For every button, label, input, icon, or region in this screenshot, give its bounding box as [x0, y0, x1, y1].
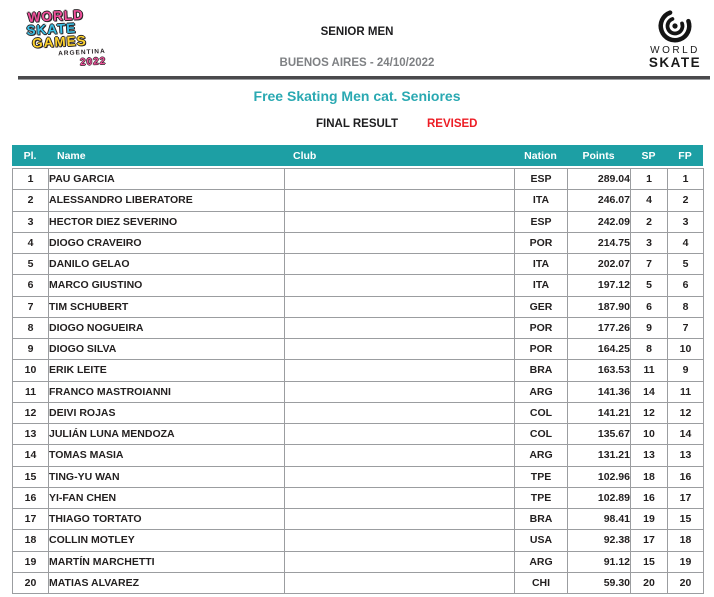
- cell-name: DIOGO NOGUEIRA: [49, 317, 285, 338]
- table-row: [13, 211, 704, 232]
- cell-club: [285, 551, 515, 572]
- cell-pl: 6: [13, 275, 49, 296]
- cell-nation: BRA: [515, 360, 568, 381]
- cell-sp: 20: [631, 572, 668, 593]
- cell-pl: 15: [13, 466, 49, 487]
- cell-club: [285, 275, 515, 296]
- cell-fp: 3: [668, 211, 704, 232]
- cell-pl: 1: [13, 169, 49, 190]
- cell-nation: ESP: [515, 211, 568, 232]
- cell-sp: 9: [631, 317, 668, 338]
- cell-club: [285, 381, 515, 402]
- cell-nation: POR: [515, 232, 568, 253]
- location-date: BUENOS AIRES - 24/10/2022: [279, 57, 435, 69]
- cell-club: [285, 296, 515, 317]
- cell-pl: 10: [13, 360, 49, 381]
- cell-club: [285, 232, 515, 253]
- table-row: [13, 487, 704, 508]
- cell-nation: COL: [515, 402, 568, 423]
- cell-points: 202.07: [568, 254, 631, 275]
- cell-points: 214.75: [568, 232, 631, 253]
- cell-fp: 18: [668, 530, 704, 551]
- cell-pl: 3: [13, 211, 49, 232]
- cell-sp: 17: [631, 530, 668, 551]
- cell-nation: POR: [515, 317, 568, 338]
- cell-nation: ESP: [515, 169, 568, 190]
- cell-club: [285, 509, 515, 530]
- cell-nation: ITA: [515, 254, 568, 275]
- cell-nation: POR: [515, 339, 568, 360]
- cell-fp: 20: [668, 572, 704, 593]
- revised-badge: REVISED: [427, 118, 478, 130]
- cell-fp: 9: [668, 360, 704, 381]
- logo-word-skate: SKATE: [26, 20, 77, 39]
- cell-fp: 7: [668, 317, 704, 338]
- cell-club: [285, 530, 515, 551]
- cell-sp: 4: [631, 190, 668, 211]
- cell-club: [285, 572, 515, 593]
- cell-nation: ARG: [515, 445, 568, 466]
- cell-pl: 8: [13, 317, 49, 338]
- swirl-icon: [657, 8, 693, 44]
- category-title: SENIOR MEN: [320, 26, 394, 38]
- cell-fp: 6: [668, 275, 704, 296]
- cell-club: [285, 360, 515, 381]
- column-header-name: Name: [57, 149, 86, 162]
- cell-sp: 3: [631, 232, 668, 253]
- cell-sp: 2: [631, 211, 668, 232]
- cell-points: 289.04: [568, 169, 631, 190]
- table-row: [13, 572, 704, 593]
- cell-points: 92.38: [568, 530, 631, 551]
- cell-club: [285, 487, 515, 508]
- table-row: [13, 232, 704, 253]
- cell-pl: 19: [13, 551, 49, 572]
- logo-word-argentina: ARGENTINA: [57, 47, 106, 58]
- cell-name: FRANCO MASTROIANNI: [49, 381, 285, 402]
- table-row: [13, 402, 704, 423]
- cell-fp: 1: [668, 169, 704, 190]
- cell-nation: ITA: [515, 190, 568, 211]
- results-table: [12, 168, 704, 594]
- cell-fp: 12: [668, 402, 704, 423]
- cell-nation: TPE: [515, 487, 568, 508]
- cell-name: PAU GARCIA: [49, 169, 285, 190]
- cell-fp: 13: [668, 445, 704, 466]
- cell-sp: 11: [631, 360, 668, 381]
- table-row: [13, 360, 704, 381]
- cell-sp: 8: [631, 339, 668, 360]
- cell-name: DIOGO CRAVEIRO: [49, 232, 285, 253]
- cell-pl: 12: [13, 402, 49, 423]
- cell-name: DEIVI ROJAS: [49, 402, 285, 423]
- cell-points: 197.12: [568, 275, 631, 296]
- cell-club: [285, 190, 515, 211]
- cell-fp: 11: [668, 381, 704, 402]
- cell-points: 187.90: [568, 296, 631, 317]
- cell-fp: 14: [668, 424, 704, 445]
- cell-sp: 14: [631, 381, 668, 402]
- cell-sp: 5: [631, 275, 668, 296]
- table-row: [13, 424, 704, 445]
- table-row: [13, 275, 704, 296]
- cell-pl: 7: [13, 296, 49, 317]
- cell-pl: 11: [13, 381, 49, 402]
- page-title: Free Skating Men cat. Seniores: [253, 88, 461, 104]
- cell-sp: 12: [631, 402, 668, 423]
- cell-name: ALESSANDRO LIBERATORE: [49, 190, 285, 211]
- cell-fp: 10: [668, 339, 704, 360]
- cell-fp: 2: [668, 190, 704, 211]
- cell-pl: 17: [13, 509, 49, 530]
- cell-nation: ARG: [515, 381, 568, 402]
- cell-club: [285, 254, 515, 275]
- cell-pl: 16: [13, 487, 49, 508]
- cell-nation: COL: [515, 424, 568, 445]
- cell-points: 91.12: [568, 551, 631, 572]
- cell-points: 102.96: [568, 466, 631, 487]
- table-row: [13, 466, 704, 487]
- column-header-pl: Pl.: [23, 149, 37, 162]
- cell-points: 164.25: [568, 339, 631, 360]
- cell-name: HECTOR DIEZ SEVERINO: [49, 211, 285, 232]
- cell-sp: 18: [631, 466, 668, 487]
- cell-name: MARCO GIUSTINO: [49, 275, 285, 296]
- cell-club: [285, 402, 515, 423]
- table-row: [13, 169, 704, 190]
- cell-name: MARTÍN MARCHETTI: [49, 551, 285, 572]
- org-logo-word-world: WORLD: [650, 45, 700, 56]
- cell-points: 131.21: [568, 445, 631, 466]
- table-row: [13, 296, 704, 317]
- cell-sp: 6: [631, 296, 668, 317]
- cell-club: [285, 424, 515, 445]
- cell-pl: 9: [13, 339, 49, 360]
- table-row: [13, 317, 704, 338]
- cell-fp: 8: [668, 296, 704, 317]
- cell-sp: 10: [631, 424, 668, 445]
- logo-word-games: GAMES: [31, 32, 88, 51]
- cell-pl: 20: [13, 572, 49, 593]
- cell-pl: 5: [13, 254, 49, 275]
- cell-name: TIM SCHUBERT: [49, 296, 285, 317]
- cell-name: COLLIN MOTLEY: [49, 530, 285, 551]
- cell-name: YI-FAN CHEN: [49, 487, 285, 508]
- logo-word-world: WORLD: [27, 7, 85, 25]
- column-header-nation: Nation: [524, 149, 557, 162]
- cell-name: MATIAS ALVAREZ: [49, 572, 285, 593]
- cell-fp: 16: [668, 466, 704, 487]
- results-table-body: [13, 169, 704, 594]
- cell-pl: 14: [13, 445, 49, 466]
- table-row: [13, 551, 704, 572]
- column-header-club: Club: [293, 149, 317, 162]
- cell-fp: 5: [668, 254, 704, 275]
- cell-nation: USA: [515, 530, 568, 551]
- cell-points: 102.89: [568, 487, 631, 508]
- cell-fp: 4: [668, 232, 704, 253]
- table-row: [13, 445, 704, 466]
- cell-sp: 19: [631, 509, 668, 530]
- table-row: [13, 509, 704, 530]
- cell-nation: ITA: [515, 275, 568, 296]
- cell-pl: 13: [13, 424, 49, 445]
- table-row: [13, 254, 704, 275]
- cell-points: 135.67: [568, 424, 631, 445]
- cell-points: 59.30: [568, 572, 631, 593]
- cell-club: [285, 169, 515, 190]
- cell-fp: 15: [668, 509, 704, 530]
- column-header-points: Points: [582, 149, 615, 162]
- cell-name: DIOGO SILVA: [49, 339, 285, 360]
- cell-sp: 13: [631, 445, 668, 466]
- header-divider: [18, 76, 710, 80]
- cell-points: 242.09: [568, 211, 631, 232]
- logo-year: 2022: [79, 55, 107, 69]
- table-row: [13, 339, 704, 360]
- cell-pl: 18: [13, 530, 49, 551]
- cell-points: 177.26: [568, 317, 631, 338]
- cell-club: [285, 445, 515, 466]
- final-result-label: FINAL RESULT: [316, 118, 398, 130]
- cell-nation: ARG: [515, 551, 568, 572]
- cell-club: [285, 466, 515, 487]
- table-row: [13, 381, 704, 402]
- org-logo-word-skate: SKATE: [648, 55, 702, 70]
- cell-sp: 7: [631, 254, 668, 275]
- cell-nation: CHI: [515, 572, 568, 593]
- cell-club: [285, 317, 515, 338]
- cell-nation: BRA: [515, 509, 568, 530]
- cell-club: [285, 211, 515, 232]
- cell-nation: TPE: [515, 466, 568, 487]
- cell-points: 246.07: [568, 190, 631, 211]
- cell-name: JULIÁN LUNA MENDOZA: [49, 424, 285, 445]
- cell-fp: 17: [668, 487, 704, 508]
- cell-name: THIAGO TORTATO: [49, 509, 285, 530]
- results-table-header: [12, 145, 703, 166]
- cell-points: 163.53: [568, 360, 631, 381]
- column-header-sp: SP: [641, 149, 656, 162]
- cell-points: 141.21: [568, 402, 631, 423]
- cell-name: DANILO GELAO: [49, 254, 285, 275]
- cell-fp: 19: [668, 551, 704, 572]
- table-row: [13, 530, 704, 551]
- cell-name: TOMAS MASIA: [49, 445, 285, 466]
- cell-nation: GER: [515, 296, 568, 317]
- cell-name: ERIK LEITE: [49, 360, 285, 381]
- cell-pl: 4: [13, 232, 49, 253]
- cell-points: 141.36: [568, 381, 631, 402]
- column-header-fp: FP: [678, 149, 692, 162]
- cell-points: 98.41: [568, 509, 631, 530]
- cell-name: TING-YU WAN: [49, 466, 285, 487]
- cell-sp: 15: [631, 551, 668, 572]
- cell-pl: 2: [13, 190, 49, 211]
- world-skate-logo: [644, 8, 706, 70]
- cell-sp: 16: [631, 487, 668, 508]
- table-row: [13, 190, 704, 211]
- cell-club: [285, 339, 515, 360]
- cell-sp: 1: [631, 169, 668, 190]
